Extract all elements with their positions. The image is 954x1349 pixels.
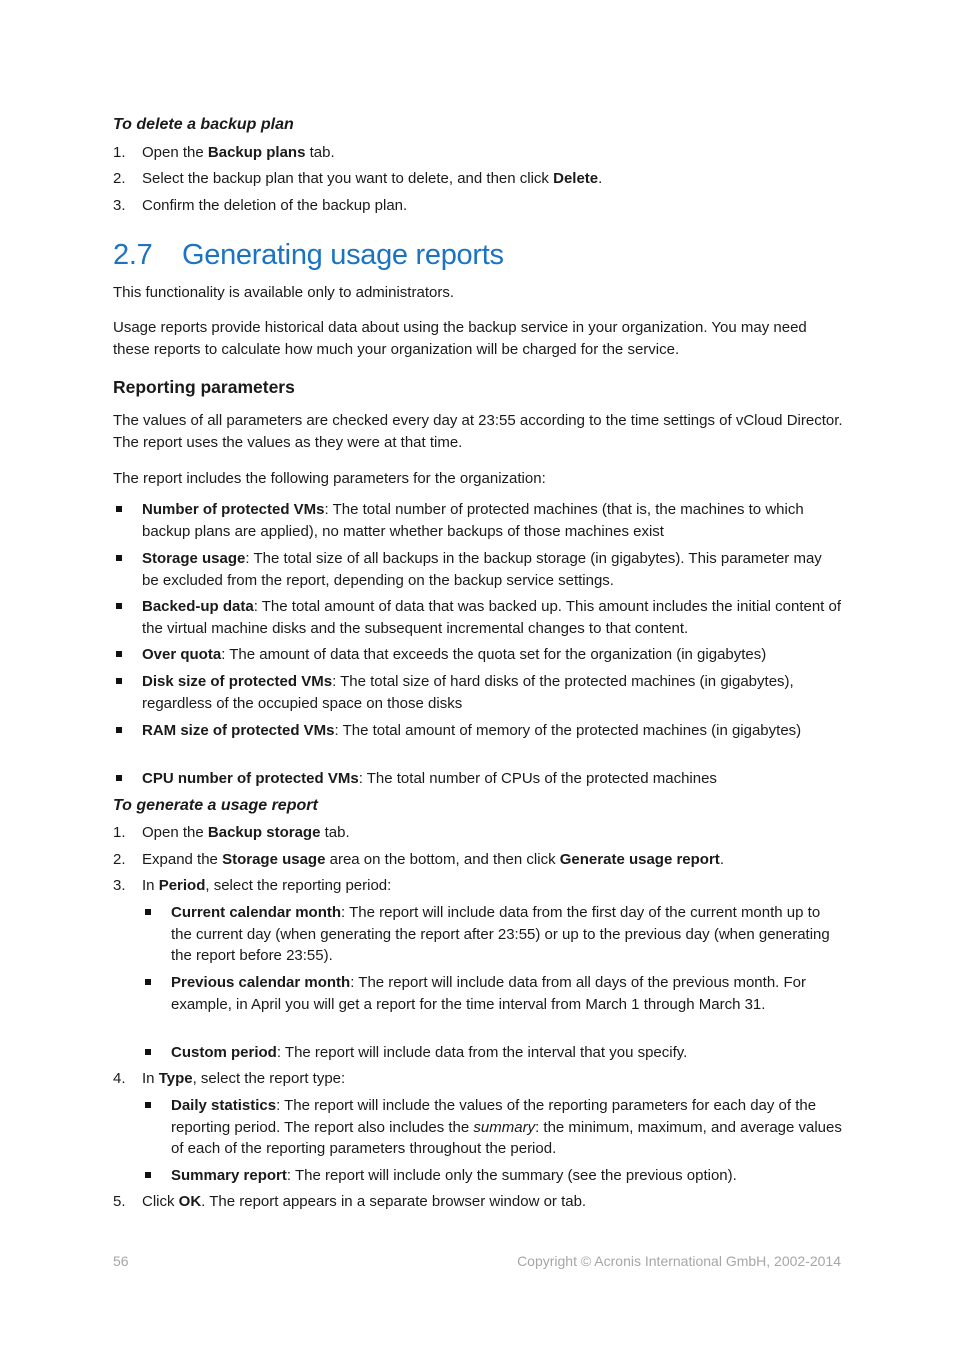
page-number: 56 <box>113 1253 129 1269</box>
subsection-heading: Reporting parameters <box>113 377 295 397</box>
bullet-icon <box>116 555 122 561</box>
bullet-icon <box>116 651 122 657</box>
section-title: Generating usage reports <box>182 239 504 271</box>
section-number: 2.7 <box>113 239 153 271</box>
document-page: To delete a backup plan 1. Open the Backup plans tab. 2. Select the backup plan that you want to delete, and then click Delete. 3. Confirm the deletion of the backup plan. 2.7 Generating usage reports This functionality is available only to administrators. Usage reports provide historical data about using the backup service in your organization. You may need these reports to calculate how much your organization will be charged for the service. Reporting parameters The values of all parameters are checked every day at 23:55 according to the time settings of vCloud Director. The report uses the values as they were at that time. The report includes the following parameters for the organization: Number of protected VMs: The total number of protected machines (that is, the machines to which backup plans are applied), no matter whether backups of those machines exist Storage usage: The total size of all backups in the backup storage (in gigabytes). This parameter may be excluded from the report, depending on the backup service settings. Backed-up data: The total amount of data that was backed up. This amount includes the initial content of the virtual machine disks and the subsequent incremental changes to that content. Over quota: The amount of data that exceeds the quota set for the organization (in gigabytes) Disk size of protected VMs: The total size of hard disks of the protected machines (in gigabytes), regardless of the occupied space on those disks RAM size of protected VMs: The total amount of memory of the protected machines (in gigabytes) CPU number of protected VMs: The total number of CPUs of the protected machines To generate a usage report 1. Open the Backup storage tab. 2. Expand the Storage usage area on the bottom, and then click Generate usage report. 3. In Period, select the reporting period: Current calendar month: The report will include data from the first day of the current month up to the current day (when generating the report after 23:55) or up to the previous day (when generating the report before 23:55). Previous calendar month: The report will include data from all days of the previous month. For example, in April you will get a report for the time interval from March 1 through March 31. Custom period: The report will include data from the interval that you specify. 4. In Type, select the report type: Daily statistics: The report will include the values of the reporting parameters for each day of the reporting period. The report also includes the summary: the minimum, maximum, and average values of each of the reporting parameters throughout the period. Summary report: The report will include only the summary (see the previous option). 5. Click OK. The report appears in a separate browser window or tab. 56 Copyright © Acronis International GmbH, 2002-2014 <box>113 116 843 1269</box>
bullet-icon <box>145 909 151 915</box>
bullet-icon <box>145 1102 151 1108</box>
reporting-paragraph-1: The values of all parameters are checked every day at 23:55 according to the time settings of vCloud Director. The report uses the values as they were at that time. <box>113 412 843 451</box>
intro-paragraph-1: This functionality is available only to administrators. <box>113 284 454 301</box>
bullet-icon <box>116 603 122 609</box>
bullet-icon <box>116 678 122 684</box>
procedure-title-delete: To delete a backup plan <box>113 116 294 133</box>
bullet-icon <box>145 1172 151 1178</box>
intro-paragraph-2: Usage reports provide historical data about using the backup service in your organization. You may need these reports to calculate how much your organization will be charged for the service. <box>113 319 807 358</box>
bullet-icon <box>145 979 151 985</box>
reporting-paragraph-2: The report includes the following parameters for the organization: <box>113 470 546 487</box>
bullet-icon <box>116 506 122 512</box>
bullet-icon <box>116 727 122 733</box>
bullet-icon <box>145 1049 151 1055</box>
copyright-notice: Copyright © Acronis International GmbH, 2002-2014 <box>517 1253 841 1269</box>
procedure-title-generate: To generate a usage report <box>113 797 318 814</box>
bullet-icon <box>116 775 122 781</box>
section-heading <box>113 237 504 273</box>
